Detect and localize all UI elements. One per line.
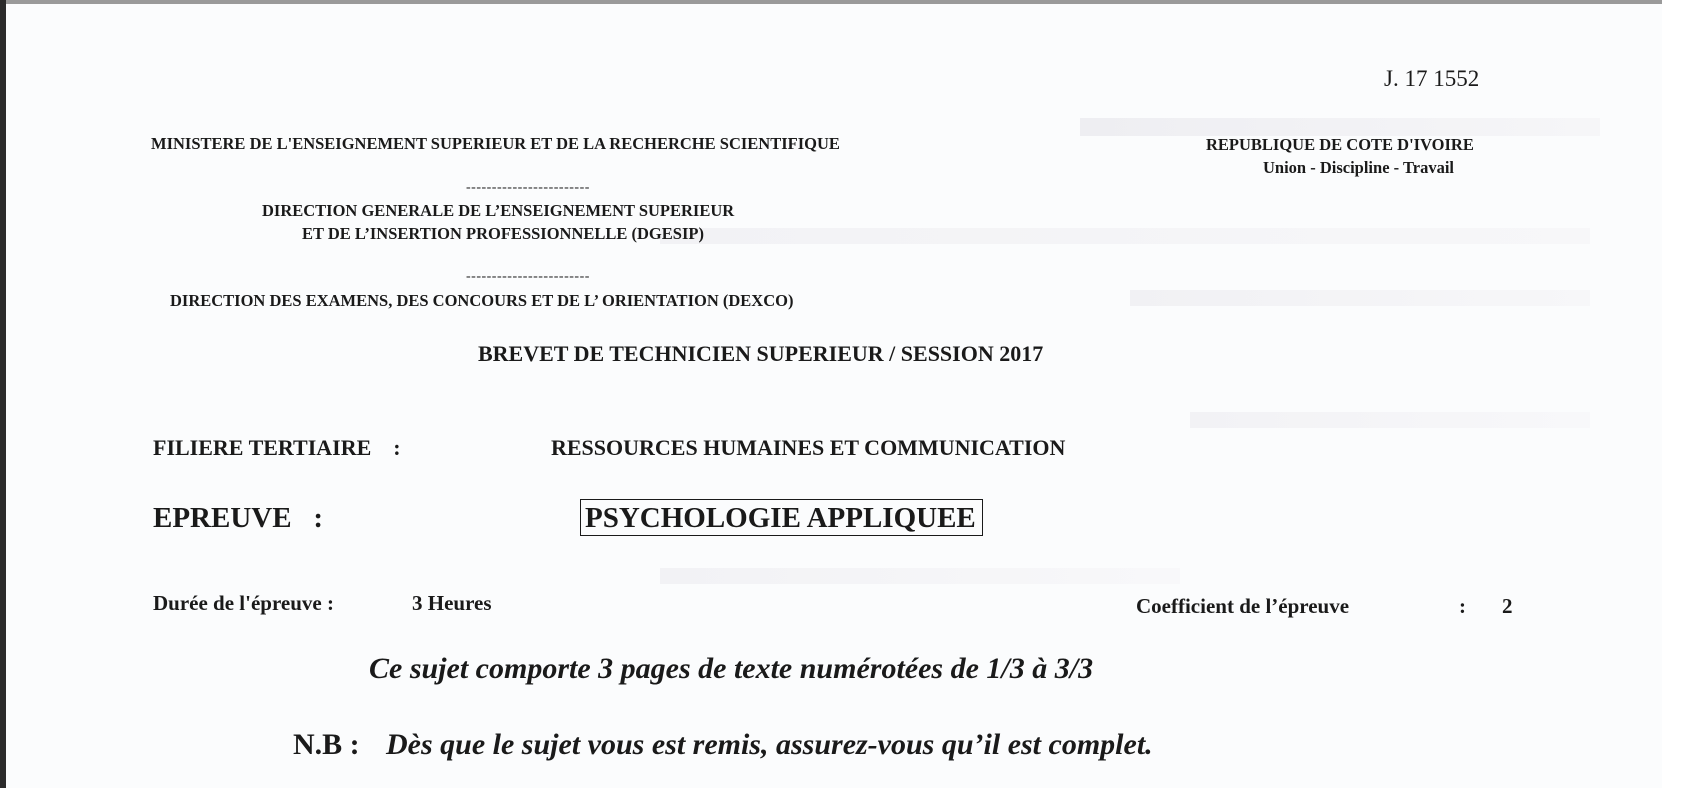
pages-note: Ce sujet comporte 3 pages de texte numérotées de 1/3 à 3/3 [369,652,1094,685]
coefficient-colon: : [1459,594,1466,618]
filiere-label: FILIERE TERTIAIRE : [153,435,401,460]
exam-title: BREVET DE TECHNICIEN SUPERIEUR / SESSION 2017 [478,341,1044,366]
republic-motto: Union - Discipline - Travail [1263,158,1454,177]
document-reference: J. 17 1552 [1384,66,1480,91]
scan-edge-left [0,0,6,788]
duree-value: 3 Heures [412,591,492,615]
coefficient-value: 2 [1502,594,1513,618]
epreuve-value: PSYCHOLOGIE APPLIQUEE [580,499,983,536]
republic-name: REPUBLIQUE DE COTE D'IVOIRE [1206,135,1474,154]
direction-generale-line2: ET DE L’INSERTION PROFESSIONNELLE (DGESIP) [302,224,704,243]
nb-text: Dès que le sujet vous est remis, assurez-vous qu’il est complet. [386,728,1153,761]
direction-generale-line1: DIRECTION GENERALE DE L’ENSEIGNEMENT SUPERIEUR [262,201,735,220]
show-through-shadow [1080,118,1600,136]
show-through-shadow [660,228,1590,244]
show-through-shadow [1190,412,1590,428]
separator-line: ------------------------ [466,269,590,284]
show-through-shadow [660,568,1180,584]
show-through-shadow [1130,290,1590,306]
separator-line: ------------------------ [466,180,590,195]
direction-examens: DIRECTION DES EXAMENS, DES CONCOURS ET DE L’ ORIENTATION (DEXCO) [170,291,794,310]
nb-label: N.B : [293,728,360,761]
ministry-name: MINISTERE DE L'ENSEIGNEMENT SUPERIEUR ET DE LA RECHERCHE SCIENTIFIQUE [151,134,840,153]
filiere-value: RESSOURCES HUMAINES ET COMMUNICATION [551,435,1066,460]
epreuve-label: EPREUVE : [153,502,323,534]
scan-margin-right [1662,0,1700,788]
coefficient-label: Coefficient de l’épreuve [1136,594,1350,618]
duree-label: Durée de l'épreuve : [153,591,334,615]
